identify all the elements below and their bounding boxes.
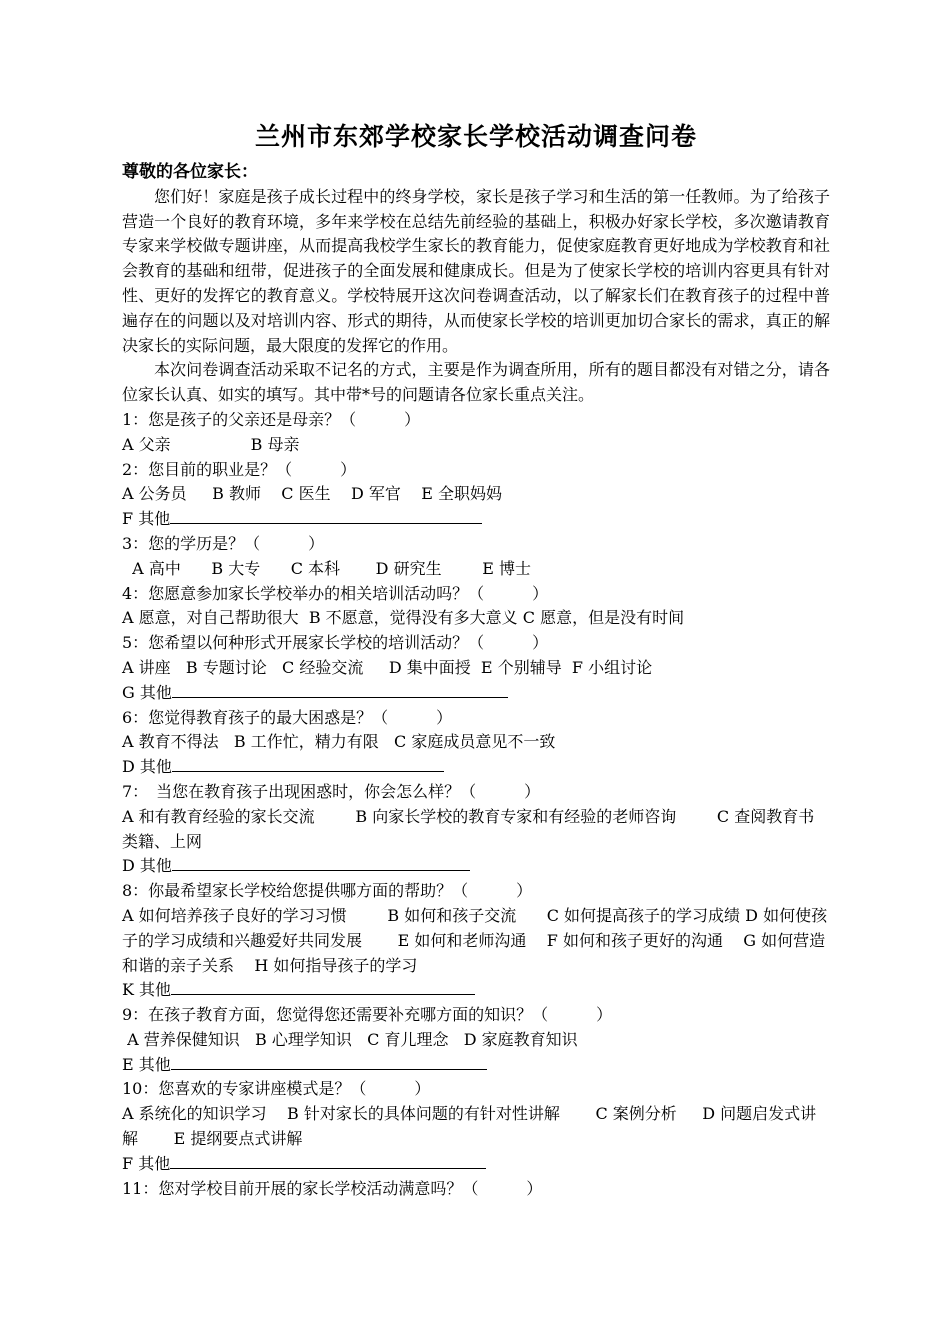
- option[interactable]: F 如何和孩子更好的沟通: [546, 930, 723, 950]
- question-6-options: [122, 730, 830, 755]
- option[interactable]: E 个别辅导: [480, 657, 562, 677]
- question-8-other: [122, 978, 830, 1003]
- question-7-options: [122, 805, 830, 855]
- option[interactable]: C 家庭成员意见不一致: [394, 732, 556, 752]
- option[interactable]: F 小组讨论: [571, 657, 653, 677]
- option[interactable]: B 母亲: [250, 434, 300, 454]
- question-7-other: [122, 854, 830, 879]
- question-3-options: [122, 557, 830, 582]
- page-title: 兰州市东郊学校家长学校活动调查问卷: [254, 122, 697, 151]
- questionnaire-page: [122, 118, 830, 1201]
- option[interactable]: H 如何指导孩子的学习: [254, 955, 418, 975]
- option[interactable]: E 如何和老师沟通: [397, 930, 527, 950]
- question-5-options: [122, 656, 830, 681]
- option[interactable]: C 案例分析: [595, 1104, 677, 1124]
- option[interactable]: C 查阅教育书类籍、上网: [122, 806, 815, 851]
- option[interactable]: C 经验交流: [282, 657, 364, 677]
- option[interactable]: D 军官: [350, 484, 401, 504]
- question-10-options: [122, 1102, 830, 1152]
- other-blank-line[interactable]: [172, 755, 444, 772]
- option[interactable]: A 愿意，对自己帮助很大: [122, 608, 299, 628]
- option[interactable]: C 育儿理念: [367, 1029, 449, 1049]
- option[interactable]: C 如何提高孩子的学习成绩: [546, 905, 741, 925]
- option[interactable]: A 系统化的知识学习: [122, 1104, 267, 1124]
- option[interactable]: C 医生: [281, 484, 331, 504]
- question-4-options: [122, 606, 830, 631]
- question-5-other: [122, 681, 830, 706]
- option[interactable]: D 集中面授: [388, 657, 471, 677]
- option[interactable]: C 本科: [290, 558, 341, 578]
- question-3: 3：您的学历是？（ ）: [122, 533, 325, 553]
- option[interactable]: A 高中: [132, 558, 181, 578]
- other-blank-line[interactable]: [170, 507, 482, 524]
- option[interactable]: B 向家长学校的教育专家和有经验的老师咨询: [355, 806, 677, 826]
- other-blank-line[interactable]: [170, 1152, 486, 1169]
- question-9-options: [122, 1028, 830, 1053]
- other-label: D 其他: [122, 856, 172, 876]
- option[interactable]: B 如何和孩子交流: [387, 905, 517, 925]
- question-1: 1：您是孩子的父亲还是母亲？（ ）: [122, 409, 421, 429]
- option[interactable]: A 公务员: [122, 484, 187, 504]
- intro-paragraph-1: 您们好！家庭是孩子成长过程中的终身学校，家长是孩子学习和生活的第一任教师。为了给孩子营造一个良好的教育环境，多年来学校在总结先前经验的基础上，积极办好家长学校，多次邀请教育专家来学校做专题讲座，从而提高我校学生家长的教育能力，促使家庭教育更好地成为学校教育和社会教育的基础和纽带，促进孩子的全面发展和健康成长。但是为了使家长学校的培训内容更具有针对性、更好的发挥它的教育意义。学校特展开这次问卷调查活动，以了解家长们在教育孩子的过程中普遍存在的问题以及对培训内容、形式的期待，从而使家长学校的培训更加切合家长的需求，真正的解决家长的实际问题，最大限度的发挥它的作用。: [122, 186, 830, 355]
- other-blank-line[interactable]: [172, 681, 508, 698]
- option[interactable]: C 愿意，但是没有时间: [522, 608, 685, 628]
- option[interactable]: A 和有教育经验的家长交流: [122, 806, 315, 826]
- question-9-other: [122, 1053, 830, 1078]
- question-8: 8：你最希望家长学校给您提供哪方面的帮助？（ ）: [122, 881, 533, 901]
- option[interactable]: D 问题启发式讲解: [122, 1104, 817, 1149]
- other-label: E 其他: [122, 1054, 171, 1074]
- option[interactable]: D 如何使孩子的学习成绩和兴趣爱好共同发展: [122, 905, 828, 950]
- option[interactable]: A 教育不得法: [122, 732, 219, 752]
- option[interactable]: G 如何营造和谐的亲子关系: [122, 930, 826, 975]
- option[interactable]: B 针对家长的具体问题的有针对性讲解: [287, 1104, 560, 1124]
- question-8-options: [122, 904, 830, 978]
- question-2-options: [122, 482, 830, 507]
- intro-paragraph-2: 本次问卷调查活动采取不记名的方式，主要是作为调查所用，所有的题目都没有对错之分，请各位家长认真、如实的填写。其中带*号的问题请各位家长重点关注。: [122, 360, 830, 405]
- option[interactable]: A 父亲: [122, 434, 171, 454]
- question-11: 11：您对学校目前开展的家长学校活动满意吗？（ ）: [122, 1178, 543, 1198]
- option[interactable]: E 全职妈妈: [421, 484, 503, 504]
- option[interactable]: B 大专: [211, 558, 261, 578]
- option[interactable]: D 研究生: [375, 558, 442, 578]
- other-label: F 其他: [122, 1153, 171, 1173]
- question-4: 4：您愿意参加家长学校举办的相关培训活动吗？（ ）: [122, 583, 549, 603]
- other-blank-line[interactable]: [171, 978, 475, 995]
- option[interactable]: A 如何培养孩子良好的学习习惯: [122, 905, 347, 925]
- question-6-other: [122, 755, 830, 780]
- other-label: G 其他: [122, 682, 172, 702]
- question-5: 5：您希望以何种形式开展家长学校的培训活动？（ ）: [122, 633, 549, 653]
- other-label: K 其他: [122, 980, 172, 1000]
- other-label: F 其他: [122, 509, 171, 529]
- option[interactable]: E 博士: [482, 558, 532, 578]
- option[interactable]: B 不愿意，觉得没有多大意义: [308, 608, 518, 628]
- question-10-other: [122, 1152, 830, 1177]
- option[interactable]: E 提纲要点式讲解: [173, 1129, 303, 1149]
- question-9: 9：在孩子教育方面，您觉得您还需要补充哪方面的知识？（ ）: [122, 1005, 613, 1025]
- option[interactable]: B 教师: [212, 484, 261, 504]
- question-10: 10：您喜欢的专家讲座模式是？（ ）: [122, 1079, 431, 1099]
- question-2-other: [122, 507, 830, 532]
- other-blank-line[interactable]: [171, 1053, 487, 1070]
- option[interactable]: B 心理学知识: [255, 1029, 352, 1049]
- question-2: 2：您目前的职业是？（ ）: [122, 459, 357, 479]
- question-1-options: [122, 433, 830, 458]
- option[interactable]: A 讲座: [122, 657, 171, 677]
- other-label: D 其他: [122, 757, 172, 777]
- greeting: 尊敬的各位家长：: [122, 162, 258, 182]
- option[interactable]: D 家庭教育知识: [463, 1029, 578, 1049]
- option[interactable]: B 专题讨论: [185, 657, 267, 677]
- option[interactable]: A 营养保健知识: [127, 1029, 240, 1049]
- question-6: 6：您觉得教育孩子的最大困惑是？（ ）: [122, 707, 453, 727]
- question-7: 7： 当您在教育孩子出现困惑时，你会怎么样？（ ）: [122, 781, 541, 801]
- option[interactable]: B 工作忙，精力有限: [233, 732, 379, 752]
- other-blank-line[interactable]: [172, 854, 470, 871]
